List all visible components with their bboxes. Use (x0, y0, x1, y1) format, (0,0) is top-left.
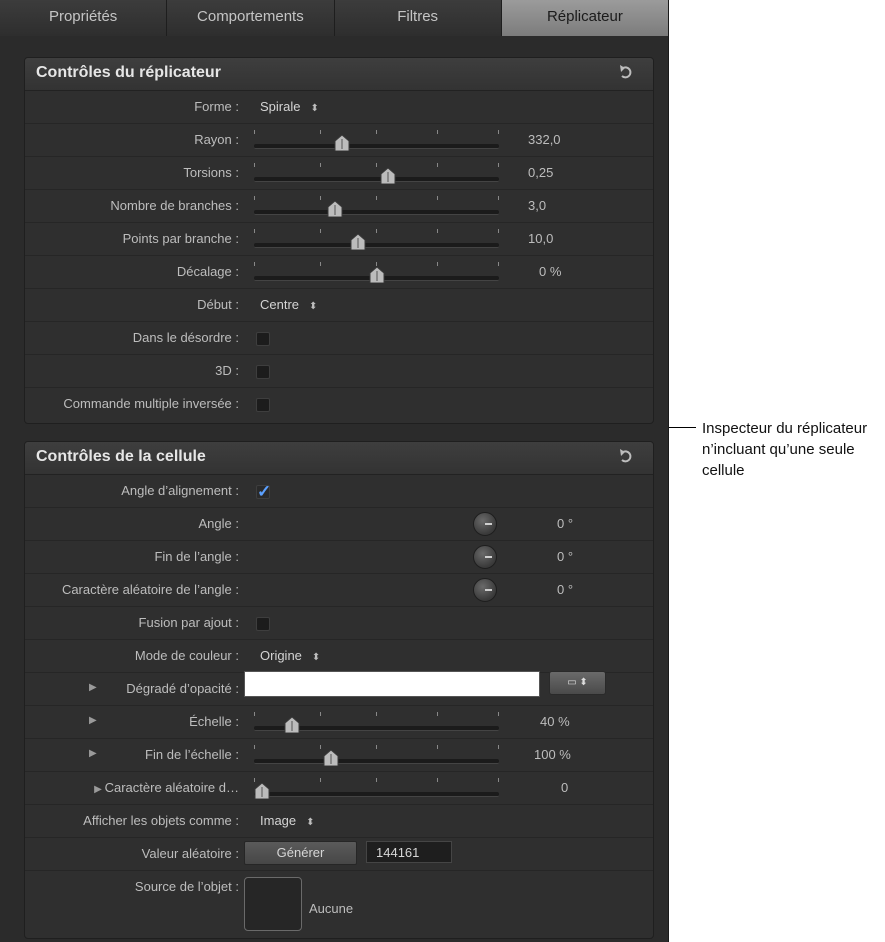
tab-filters[interactable]: Filtres (335, 0, 502, 36)
slider-tick (437, 712, 438, 716)
slider-tick (376, 229, 377, 233)
replicator-controls-section (24, 57, 654, 424)
start-row (25, 289, 653, 322)
slider-tick (254, 778, 255, 782)
callout-caption: Inspecteur du réplicateur n’incluant qu’une seule cellule (702, 420, 868, 479)
slider-tick (498, 196, 499, 200)
angle-dial[interactable] (473, 512, 497, 536)
object-source-value: Aucune (309, 901, 354, 916)
slider-track[interactable] (254, 144, 499, 149)
scale-label: Échelle : (189, 714, 239, 729)
radius-slider[interactable] (254, 124, 499, 156)
slider-tick (498, 229, 499, 233)
offset-row (25, 256, 653, 289)
slider-tick (437, 130, 438, 134)
points-label: Points par branche : (122, 231, 239, 246)
color-mode-popup[interactable]: Origine ⬍ (260, 648, 321, 663)
object-source-label: Source de l’objet : (134, 879, 239, 894)
branches-label: Nombre de branches : (110, 198, 239, 213)
slider-tick (498, 712, 499, 716)
slider-tick (254, 712, 255, 716)
scale-end-row (25, 739, 653, 772)
twists-slider[interactable] (254, 157, 499, 189)
popup-arrows-icon: ⬍ (306, 817, 315, 828)
show-objects-row (25, 805, 653, 838)
shuffle-checkbox[interactable] (256, 332, 270, 346)
replicator-controls-header (25, 58, 653, 91)
3d-label: 3D : (215, 363, 239, 378)
points-slider[interactable] (254, 223, 499, 255)
slider-tick (320, 745, 321, 749)
scale-end-value[interactable]: 100 % (534, 747, 571, 762)
scale-random-slider[interactable] (254, 772, 499, 804)
show-objects-label: Afficher les objets comme : (83, 813, 239, 828)
angle-row (25, 508, 653, 541)
offset-slider[interactable] (254, 256, 499, 288)
slider-tick (437, 163, 438, 167)
additive-blend-label: Fusion par ajout : (138, 615, 239, 630)
radius-label: Rayon : (194, 132, 239, 147)
slider-tick (437, 778, 438, 782)
inspector-tabs (0, 0, 668, 36)
tab-behaviors[interactable]: Comportements (167, 0, 334, 36)
reset-icon[interactable] (617, 63, 635, 83)
disclosure-triangle-icon[interactable]: ▶ (94, 784, 105, 795)
slider-track[interactable] (254, 243, 499, 248)
slider-thumb[interactable] (254, 783, 270, 799)
slider-tick (437, 196, 438, 200)
angle-value[interactable]: 0 ° (557, 516, 574, 531)
reverse-stacking-checkbox[interactable] (256, 398, 270, 412)
scale-end-slider[interactable] (254, 739, 499, 771)
opacity-gradient-label: Dégradé d’opacité : (126, 681, 239, 696)
slider-tick (320, 196, 321, 200)
slider-tick (254, 163, 255, 167)
slider-tick (376, 163, 377, 167)
tab-properties[interactable]: Propriétés (0, 0, 167, 36)
slider-track[interactable] (254, 177, 499, 182)
points-value[interactable]: 10,0 (528, 231, 554, 246)
slider-thumb[interactable] (380, 168, 396, 184)
shuffle-row (25, 322, 653, 355)
slider-tick (376, 712, 377, 716)
slider-track[interactable] (254, 759, 499, 764)
gradient-preset-button[interactable]: ▭ ⬍ (549, 671, 606, 695)
branches-value[interactable]: 3,0 (528, 198, 547, 213)
opacity-gradient-bar[interactable] (244, 671, 540, 697)
angle-end-dial[interactable] (473, 545, 497, 569)
object-source-well[interactable] (244, 877, 302, 931)
scale-value[interactable]: 40 % (540, 714, 570, 729)
twists-row (25, 157, 653, 190)
cell-controls-header (25, 442, 653, 475)
section-title: Contrôles du réplicateur (36, 64, 221, 81)
branches-row (25, 190, 653, 223)
disclosure-triangle-icon[interactable]: ▶ (89, 715, 97, 726)
slider-tick (498, 163, 499, 167)
offset-value[interactable]: 0 % (539, 264, 562, 279)
popup-arrows-icon: ⬍ (310, 103, 319, 114)
radius-row (25, 124, 653, 157)
slider-track[interactable] (254, 792, 499, 797)
slider-tick (376, 745, 377, 749)
slider-tick (320, 229, 321, 233)
additive-blend-checkbox[interactable] (256, 617, 270, 631)
disclosure-triangle-icon[interactable]: ▶ (89, 682, 97, 693)
checkmark-icon: ✓ (257, 482, 272, 501)
slider-tick (254, 130, 255, 134)
color-mode-label: Mode de couleur : (134, 648, 239, 663)
additive-blend-row (25, 607, 653, 640)
angle-random-dial[interactable] (473, 578, 497, 602)
slider-tick (254, 229, 255, 233)
twists-value[interactable]: 0,25 (528, 165, 554, 180)
slider-tick (320, 712, 321, 716)
scale-random-value[interactable]: 0 (561, 780, 569, 795)
slider-tick (320, 130, 321, 134)
scale-random-label: ▶ Caractère aléatoire d… (94, 780, 239, 795)
opacity-gradient-row (25, 673, 653, 706)
scale-end-label: Fin de l’échelle : (145, 747, 239, 762)
show-objects-popup[interactable]: Image ⬍ (260, 813, 315, 828)
reverse-stacking-label: Commande multiple inversée : (63, 396, 239, 411)
align-angle-row (25, 475, 653, 508)
slider-tick (437, 745, 438, 749)
callout-line (669, 427, 696, 428)
branches-slider[interactable] (254, 190, 499, 222)
slider-tick (498, 745, 499, 749)
offset-label: Décalage : (176, 264, 239, 279)
slider-track[interactable] (254, 210, 499, 215)
3d-row (25, 355, 653, 388)
slider-tick (376, 778, 377, 782)
angle-random-value[interactable]: 0 ° (557, 582, 574, 597)
scale-row (25, 706, 653, 739)
slider-tick (254, 745, 255, 749)
slider-tick (498, 778, 499, 782)
slider-thumb[interactable] (369, 267, 385, 283)
tab-replicator[interactable]: Réplicateur (502, 0, 668, 36)
angle-end-row (25, 541, 653, 574)
random-seed-row (25, 838, 653, 871)
reverse-stacking-row (25, 388, 653, 420)
start-popup[interactable]: Centre ⬍ (260, 297, 318, 312)
popup-arrows-icon: ⬍ (309, 301, 318, 312)
cell-controls-section (24, 441, 654, 939)
color-mode-row (25, 640, 653, 673)
slider-tick (498, 262, 499, 266)
random-seed-label: Valeur aléatoire : (141, 846, 239, 861)
slider-tick (437, 262, 438, 266)
twists-label: Torsions : (183, 165, 239, 180)
shape-label: Forme : (194, 99, 239, 114)
popup-arrows-icon: ⬍ (311, 652, 321, 663)
object-source-row (25, 871, 653, 939)
points-row (25, 223, 653, 256)
scale-random-row (25, 772, 653, 805)
slider-tick (437, 229, 438, 233)
angle-label: Angle : (198, 516, 239, 531)
slider-thumb[interactable] (350, 234, 366, 250)
slider-tick (320, 262, 321, 266)
section-title: Contrôles de la cellule (36, 448, 206, 465)
align-angle-checkbox[interactable] (256, 482, 272, 501)
angle-end-value[interactable]: 0 ° (557, 549, 574, 564)
reset-icon[interactable] (617, 447, 635, 467)
slider-thumb[interactable] (327, 201, 343, 217)
slider-tick (254, 262, 255, 266)
slider-thumb[interactable] (323, 750, 339, 766)
generate-button[interactable]: Générer (244, 841, 357, 865)
slider-tick (498, 130, 499, 134)
random-seed-field[interactable]: 144161 (366, 841, 452, 863)
shape-row (25, 91, 653, 124)
angle-random-row (25, 574, 653, 607)
radius-value[interactable]: 332,0 (528, 132, 561, 147)
slider-tick (254, 196, 255, 200)
angle-random-label: Caractère aléatoire de l’angle : (61, 582, 239, 597)
slider-tick (376, 130, 377, 134)
slider-tick (320, 778, 321, 782)
align-angle-label: Angle d’alignement : (121, 483, 239, 498)
angle-end-label: Fin de l’angle : (154, 549, 239, 564)
disclosure-triangle-icon[interactable]: ▶ (89, 748, 97, 759)
shape-popup[interactable]: Spirale ⬍ (260, 99, 319, 114)
shuffle-label: Dans le désordre : (132, 330, 239, 345)
slider-tick (320, 163, 321, 167)
slider-tick (376, 196, 377, 200)
scale-slider[interactable] (254, 706, 499, 738)
slider-thumb[interactable] (284, 717, 300, 733)
slider-thumb[interactable] (334, 135, 350, 151)
slider-tick (376, 262, 377, 266)
start-label: Début : (197, 297, 239, 312)
3d-checkbox[interactable] (256, 365, 270, 379)
